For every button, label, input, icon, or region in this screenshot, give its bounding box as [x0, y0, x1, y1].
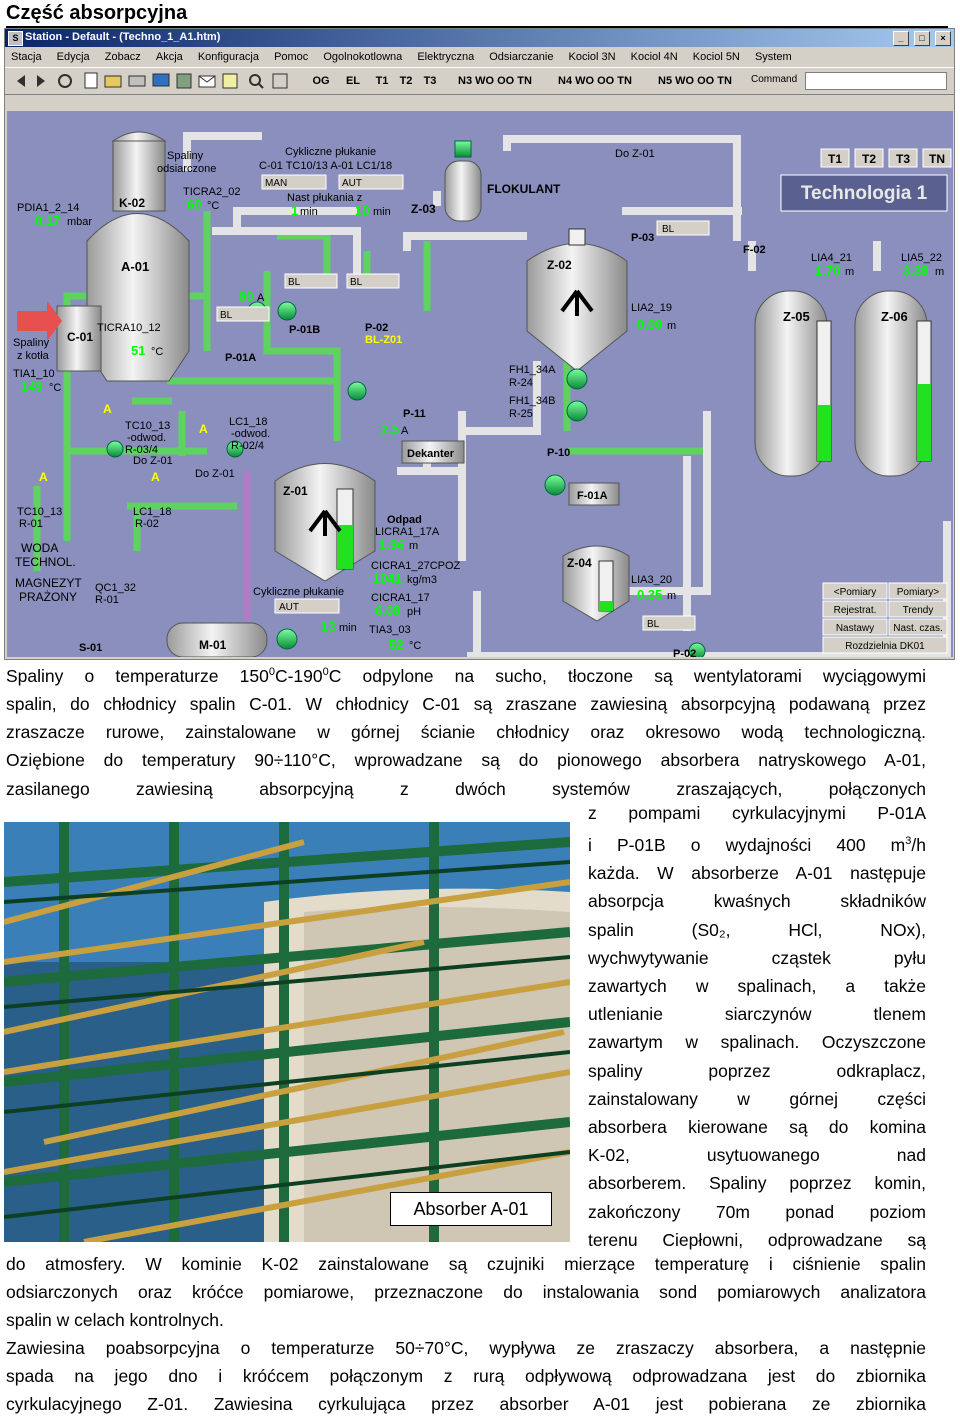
tools-icon[interactable]	[177, 74, 191, 88]
z03-label: Z-03	[411, 202, 436, 216]
woda-label: WODA	[21, 541, 59, 555]
bl-select-1[interactable]: BL	[288, 277, 301, 288]
bl-select-3[interactable]: BL	[220, 310, 233, 321]
toolbar-n4[interactable]: N4 WO OO TN	[558, 75, 632, 87]
p2-line-1: do atmosfery. W kominie K-02 zainstalowane są czujniki mierzące temperaturę i ciśnienie spalin	[6, 1254, 926, 1274]
paragraph-1	[6, 658, 926, 803]
aut-select[interactable]: AUT	[342, 178, 362, 189]
z04-label: Z-04	[567, 556, 592, 570]
lc1-label-c: R-02/4	[231, 440, 265, 452]
nav-rejestrat[interactable]: Rejestrat.	[833, 605, 877, 616]
nast-a-value: 1	[291, 203, 299, 218]
cicra2-unit: pH	[407, 606, 422, 618]
menu-edycja[interactable]: Edycja	[56, 51, 90, 63]
lc1-label-b: -odwod.	[231, 428, 271, 440]
lia4-value: 1.70	[815, 263, 841, 278]
f02-label: F-02	[743, 244, 766, 256]
narrow-line-5: spalin (S0₂, HCl, NOx),	[588, 919, 926, 940]
tank-z01	[275, 464, 375, 582]
z04-level-bar	[599, 601, 613, 611]
menu-akcja[interactable]: Akcja	[155, 51, 183, 63]
licra-label: LICRA1_17A	[375, 526, 440, 538]
fh2-label: FH1_34B	[509, 395, 556, 407]
narrow-line-2: i P-01B o wydajności 400 $m^3/h$	[588, 835, 926, 856]
scada-display	[7, 111, 953, 657]
close-button[interactable]: ×	[935, 31, 951, 46]
lc1-2-label-b: R-02	[135, 518, 159, 530]
toolbar-og[interactable]: OG	[312, 75, 330, 87]
p1-line-2: spalin, do chłodnicy spalin C-01. W chłodnicy C-01 są zraszane zawiesiną absorpcyjną podawaną przez	[6, 694, 926, 715]
pdia-label: PDIA1_2_14	[17, 202, 80, 214]
tia3-label: TIA3_03	[369, 624, 411, 636]
ticra10-unit: °C	[151, 346, 164, 358]
cykl-label: Cykliczne płukanie	[285, 146, 377, 158]
lia4-label: LIA4_21	[811, 252, 852, 264]
help-icon[interactable]	[273, 74, 287, 88]
z01-level-bar	[337, 525, 353, 569]
refresh-icon[interactable]	[59, 75, 71, 87]
narrow-line-16: terenu Ciepłowni, odprowadzane są	[588, 1229, 926, 1250]
spaliny-kotla-label: Spaliny	[13, 337, 50, 349]
forward-icon[interactable]	[37, 75, 45, 87]
p10-label: P-10	[547, 447, 571, 459]
nav-trendy[interactable]: Trendy	[902, 605, 934, 616]
cykl-b-value: 13	[321, 619, 336, 634]
command-input[interactable]	[805, 72, 947, 90]
menu-kociol-4n[interactable]: Kociol 4N	[630, 51, 678, 63]
a-indicator-4: A	[151, 470, 160, 484]
cicra-label: CICRA1_27CPOZ	[371, 560, 461, 572]
tab-t1[interactable]: T1	[827, 152, 843, 166]
z06-label: Z-06	[881, 309, 908, 324]
station-app-icon: S	[8, 31, 23, 46]
p02b-label: P-02	[673, 648, 697, 657]
do-z01-label: Do Z-01	[615, 148, 655, 160]
paragraph-1-narrow	[588, 799, 926, 1254]
command-label: Command	[751, 74, 798, 85]
pdia-value: 0.17	[35, 213, 61, 228]
nav-buttons	[823, 583, 947, 653]
nav-pomiary-prev[interactable]: <Pomiary	[833, 587, 877, 598]
lc1-2-label: LC1_18	[133, 506, 172, 518]
flokulant-label: FLOKULANT	[487, 182, 561, 196]
monitor-icon[interactable]	[153, 74, 169, 86]
p1-line-4: Oziębione do temperatury 90÷110°C, wprowadzane są do pionowego absorbera natryskowego A-01,	[6, 750, 926, 771]
p3-line-3: cyrkulacyjnego Z-01. Zawiesina cyrkulująca przez absorber A-01 jest pobierana ze zbiornika	[6, 1394, 926, 1415]
narrow-line-10: spaliny poprzez odkraplacz,	[588, 1060, 926, 1081]
paragraph-2	[6, 1250, 926, 1335]
k02-label: K-02	[119, 196, 146, 210]
toolbar-t1[interactable]: T1	[375, 75, 389, 87]
pdia-unit: mbar	[67, 216, 93, 228]
tab-t2[interactable]: T2	[861, 152, 877, 166]
a01-label: A-01	[121, 259, 150, 274]
paragraph-3	[6, 1334, 926, 1419]
m01-label: M-01	[199, 638, 227, 652]
r24-label: R-24	[509, 377, 533, 389]
z02-label: Z-02	[547, 258, 572, 272]
z05-label: Z-05	[783, 309, 810, 324]
tc10-label: TC10_13	[125, 420, 171, 432]
z06-level-bar	[917, 384, 931, 461]
man-select[interactable]: MAN	[265, 178, 288, 189]
menu-kociol-5n[interactable]: Kociol 5N	[692, 51, 740, 63]
z01-label: Z-01	[283, 484, 308, 498]
toolbar-icons	[5, 68, 305, 94]
toolbar-t3[interactable]: T3	[423, 75, 437, 87]
toolbar	[5, 67, 954, 95]
lia2-label: LIA2_19	[631, 302, 672, 314]
lc1-label-d: Do Z-01	[195, 468, 235, 480]
menu-stacja[interactable]: Stacja	[11, 51, 42, 63]
spaliny-ods-label2: odsiarczone	[157, 163, 217, 175]
p2-line-3: spalin w celach kontrolnych.	[6, 1310, 224, 1331]
page-icon[interactable]	[85, 73, 97, 88]
a-indicator-2: A	[199, 422, 208, 436]
cykl-b-unit: min	[339, 622, 357, 634]
p1-line-5: zasilanego zawiesiną absorpcyjną z dwóch systemów zraszających, połączonych	[6, 778, 926, 799]
print-icon[interactable]	[129, 76, 145, 86]
ticra10-label: TICRA10_12	[97, 322, 161, 334]
nav-pomiary-next[interactable]: Pomiary>	[896, 587, 940, 598]
tica-unit: °C	[207, 200, 220, 212]
p2-line-2: odsiarczonych oraz króćce pomiarowe, przeznaczone do instalowania sond pomiarowych analizatora	[6, 1282, 926, 1303]
tank-z02	[527, 229, 627, 371]
narrow-line-11: zainstalowany w górnej części	[588, 1088, 926, 1109]
tia3-value: 52	[389, 637, 404, 652]
blz01-label: BL-Z01	[365, 334, 403, 346]
nav-nast-czas[interactable]: Nast. czas.	[893, 623, 943, 634]
narrow-line-12: absorbera kierowane są do komina	[588, 1117, 926, 1138]
a-indicator-3: A	[39, 470, 48, 484]
narrow-line-9: zawartym w spalinach. Oczyszczone	[588, 1032, 926, 1053]
section-heading: Część absorpcyjna	[6, 2, 188, 24]
p02-label: P-02	[365, 322, 389, 334]
lia5-unit: m	[935, 266, 945, 278]
menu-elektryczna[interactable]: Elektryczna	[417, 51, 475, 63]
narrow-line-13: K-02, usytuowanego nad	[588, 1145, 926, 1166]
lia3-value: 0.35	[637, 587, 663, 602]
toolbar-n3[interactable]: N3 WO OO TN	[458, 75, 532, 87]
spaliny-kotla-label2: z kotła	[17, 350, 49, 362]
window-titlebar	[5, 29, 954, 47]
p11-unit: A	[401, 425, 409, 437]
lia3-label: LIA3_20	[631, 574, 672, 586]
p03-label: P-03	[631, 232, 655, 244]
menu-system[interactable]: System	[754, 51, 792, 63]
narrow-line-1: z pompami cyrkulacyjnymi P-01A	[588, 803, 926, 823]
spaliny-ods-label: Spaliny	[167, 150, 204, 162]
magnezyt-label: MAGNEZYT	[15, 576, 82, 590]
lia3-unit: m	[667, 590, 677, 602]
menu-ogolnokotlowna[interactable]: Ogolnokotlowna	[323, 51, 403, 63]
narrow-line-6: wychwytywanie cząstek pyłu	[588, 947, 926, 968]
narrow-line-7: zawartych w spalinach, a także	[588, 976, 926, 997]
f01a-label: F-01A	[577, 490, 608, 502]
narrow-line-4: absorpcja kwaśnych składników	[588, 891, 926, 912]
cicra2-label: CICRA1_17	[371, 592, 430, 604]
window-title: Station - Default - (Techno_1_A1.htm)	[25, 31, 221, 43]
a-indicator-1: A	[103, 402, 112, 416]
notes-icon[interactable]	[223, 74, 237, 88]
tank-z03	[445, 141, 481, 221]
nast-b-value: 10	[355, 203, 370, 218]
aut-select-2[interactable]: AUT	[279, 602, 299, 613]
tia1-unit: °C	[49, 382, 62, 394]
toolbar-el[interactable]: EL	[345, 75, 361, 87]
mail-icon[interactable]	[199, 76, 215, 87]
nast-a-unit: min	[300, 206, 318, 218]
flue-gas-inlet-arrow	[17, 301, 62, 341]
z05-level-bar	[817, 405, 831, 461]
absorber-photo	[4, 822, 570, 1242]
maximize-button[interactable]: □	[914, 31, 930, 46]
cicra-value: 1041	[373, 571, 402, 586]
tia1-label: TIA1_10	[13, 368, 55, 380]
cicra-unit: kg/m3	[407, 574, 437, 586]
minimize-button[interactable]: _	[893, 31, 909, 46]
p1-line-1: Spaliny o temperaturze $150^0C-190^0C$ odpylone na sucho, tłoczone są wentylatorami wyciągowymi	[6, 665, 926, 686]
menu-bar	[5, 48, 954, 66]
p01a-label: P-01A	[225, 352, 257, 364]
dekanter-label: Dekanter	[407, 448, 455, 460]
photo-caption: Absorber A-01	[390, 1192, 552, 1226]
nast-b-unit: min	[373, 206, 391, 218]
scada-window	[4, 28, 955, 660]
scada-tabs	[821, 149, 951, 167]
tc10-2-label-b: R-01	[19, 518, 43, 530]
tica-label: TICRA2_02	[183, 186, 241, 198]
cykl-label2: C-01 TC10/13 A-01 LC1/18	[259, 160, 393, 172]
tab-tn[interactable]: TN	[929, 152, 945, 166]
toolbar-t2[interactable]: T2	[399, 75, 413, 87]
narrow-line-15: zakończony 70m ponad poziom	[588, 1201, 926, 1222]
nav-nastawy[interactable]: Nastawy	[835, 623, 875, 634]
p11-value: 2.5	[381, 422, 400, 437]
c01-label: C-01	[67, 330, 94, 344]
cicra2-value: 6.08	[375, 603, 401, 618]
process-diagram	[7, 111, 953, 657]
narrow-line-14: absorberem. Spaliny poprzez komin,	[588, 1173, 926, 1194]
toolbar-n5[interactable]: N5 WO OO TN	[658, 75, 732, 87]
odpad-label: Odpad	[387, 514, 422, 526]
menu-zobacz[interactable]: Zobacz	[104, 51, 141, 63]
lia2-value: 0.00	[637, 317, 663, 332]
back-icon[interactable]	[17, 75, 25, 87]
licra-unit: m	[409, 540, 419, 552]
tia3-unit: °C	[409, 640, 422, 652]
p11-label: P-11	[403, 408, 426, 420]
tc10-2-label: TC10_13	[17, 506, 63, 518]
menu-odsiarczanie[interactable]: Odsiarczanie	[489, 51, 554, 63]
screen-title: Technologia 1	[800, 183, 928, 204]
menu-pomoc[interactable]: Pomoc	[274, 51, 309, 63]
lc1-label: LC1_18	[229, 416, 268, 428]
tab-t3[interactable]: T3	[895, 152, 911, 166]
lia5-value: 3.38	[903, 263, 929, 278]
tica-value: 60	[187, 197, 202, 212]
p3-line-2: spada na jego dno i króćcem połączonym z rurą odpływową odprowadzana jest do zbiornika	[6, 1366, 926, 1387]
tia1-value: 149	[21, 379, 43, 394]
fh1-label: FH1_34A	[509, 364, 556, 376]
p1-line-3: zraszacze rurowe, zainstalowane w górnej ścianie chłodnicy oraz okresowo wodą technologiczną.	[6, 722, 926, 743]
bl-select-5[interactable]: BL	[647, 619, 660, 630]
p3-line-1: Zawiesina poabsorpcyjna o temperaturze 50÷70°C, wypływa ze zraszaczy absorbera, a następnie	[6, 1338, 926, 1358]
r25-label: R-25	[509, 408, 533, 420]
tc10-label-d: Do Z-01	[133, 455, 173, 467]
lia5-label: LIA5_22	[901, 252, 942, 264]
bl-select-2[interactable]: BL	[350, 277, 363, 288]
folder-icon[interactable]	[105, 76, 121, 87]
cykl-b-label: Cykliczne płukanie	[253, 586, 345, 598]
qc-label2: R-01	[95, 594, 119, 606]
magnezyt-label2: PRAŻONY	[19, 590, 78, 604]
tc10-label-c: R-03/4	[125, 444, 159, 456]
woda-label2: TECHNOL.	[15, 555, 76, 569]
lia4-unit: m	[845, 266, 855, 278]
bl-select-4[interactable]: BL	[662, 224, 675, 235]
qc-label: QC1_32	[95, 582, 136, 594]
nav-rozdzielnia[interactable]: Rozdzielnia DK01	[845, 641, 925, 652]
narrow-line-8: utlenianie siarczynów tlenem	[588, 1004, 926, 1025]
a-unit: A	[257, 292, 265, 304]
search-icon[interactable]	[250, 75, 263, 88]
ticra10-value: 51	[131, 343, 146, 358]
tc10-label-b: -odwod.	[127, 432, 167, 444]
a-value: 80	[239, 289, 254, 304]
s01-label: S-01	[79, 642, 103, 654]
nast-label: Nast płukania z	[287, 192, 363, 204]
absorber-photo-image	[4, 822, 570, 1242]
lia2-unit: m	[667, 320, 677, 332]
p01b-label: P-01B	[289, 324, 321, 336]
menu-konfiguracja[interactable]: Konfiguracja	[197, 51, 259, 63]
licra-value: 1.96	[379, 537, 405, 552]
narrow-line-3: każda. W absorberze A-01 następuje	[588, 863, 926, 884]
menu-kociol-3n[interactable]: Kociol 3N	[568, 51, 616, 63]
